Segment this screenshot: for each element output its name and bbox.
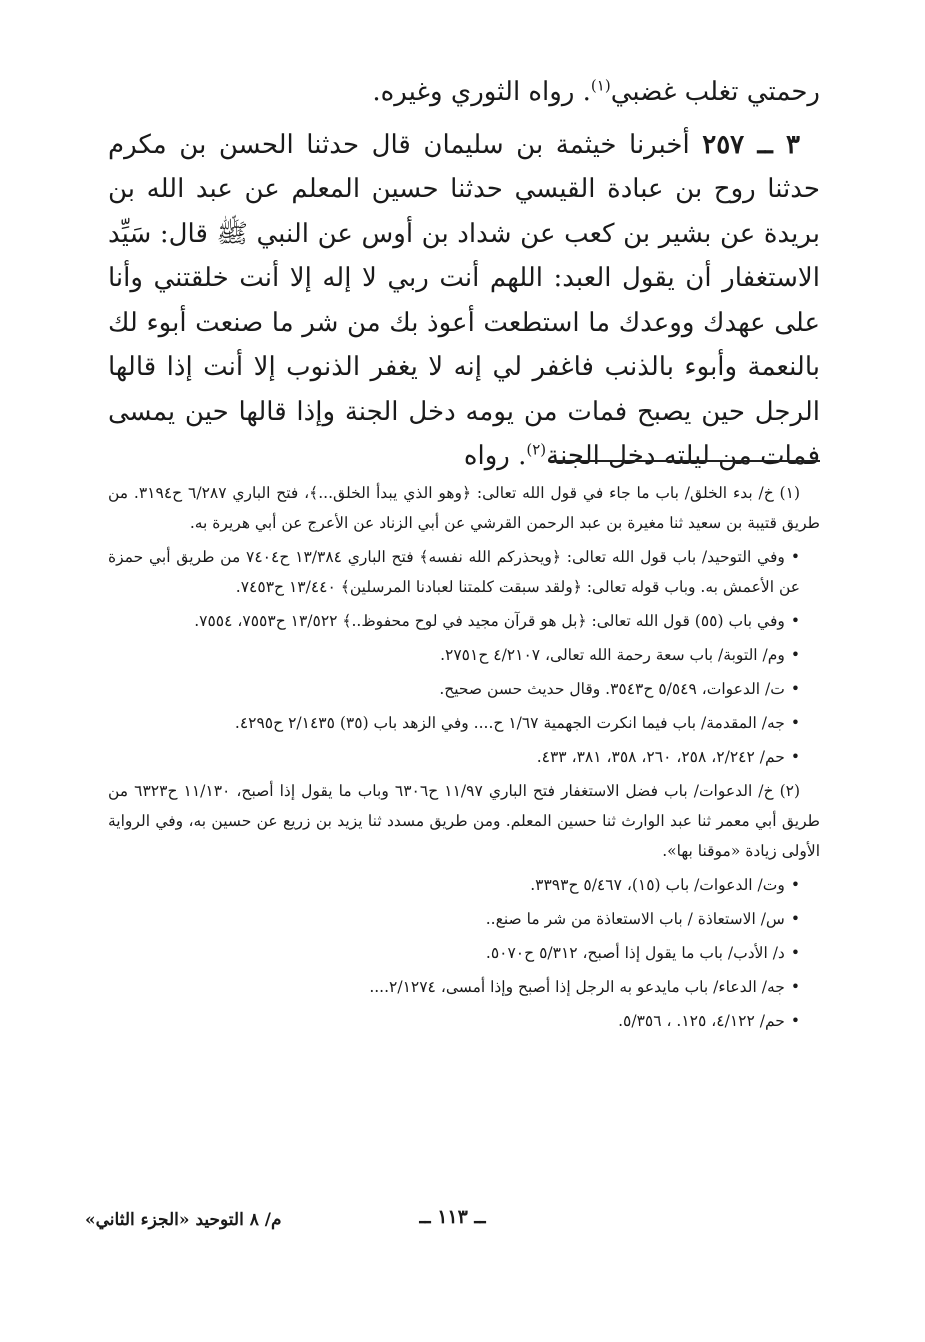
footnote-bullet-item (108, 904, 820, 934)
footnote-text: (١) خ/ بدء الخلق/ باب ما جاء في قول الله تعالى: ﴿وهو الذي يبدأ الخلق...﴾، فتح الباري ٦/٢٨٧ ح٣١٩٤. من طريق قتيبة بن سعيد ثنا مغيرة بن عبد الرحمن القرشي عن أبي الزناد عن الأعرج عن أبي هريرة به. (108, 484, 820, 532)
page-number: ــ ١١٣ ــ (419, 1206, 486, 1228)
page-footer (85, 1206, 820, 1246)
footnote-separator (550, 460, 820, 462)
footnote-bullet-item (108, 972, 820, 1002)
main-text (108, 70, 820, 479)
footnote-text: وم/ التوبة/ باب سعة رحمة الله تعالى، ٤/٢١٠٧ ح٢٧٥١. (440, 646, 785, 664)
signature-mark: م/ ٨ التوحيد «الجزء الثاني» (85, 1210, 282, 1230)
bullet-icon: • (790, 876, 800, 894)
bullet-icon: • (790, 910, 800, 928)
footnote-bullet-item (108, 606, 820, 636)
footnote (108, 478, 820, 538)
footnote-text: جه/ المقدمة/ باب فيما انكرت الجهمية ١/٦٧ ح.... وفي الزهد باب (٣٥) ٢/١٤٣٥ ح٤٢٩٥. (234, 714, 785, 732)
bullet-icon: • (790, 548, 800, 566)
bullet-icon: • (790, 714, 800, 732)
continuation-paragraph (108, 70, 820, 115)
hadith-paragraph (108, 123, 820, 479)
continuation-tail: . رواه الثوري وغيره. (372, 77, 591, 107)
footnote-text: (٢) خ/ الدعوات/ باب فضل الاستغفار فتح الباري ١١/٩٧ ح٦٣٠٦ وباب ما يقول إذا أصبح، ١١/١٣٠ ح٦٣٢٣ من طريق أبي معمر ثنا عبد الوارث ثنا حسين المعلم. ومن طريق مسدد ثنا يزيد بن زريع عن حسين به، وفي الرواية الأولى زيادة «موقنا بها». (108, 782, 820, 860)
footnote-text: س/ الاستعاذة / باب الاستعاذة من شر ما صنع.. (485, 910, 785, 928)
bullet-icon: • (790, 944, 800, 962)
footnote-bullet-item (108, 742, 820, 772)
footnote-text: ت/ الدعوات، ٥/٥٤٩ ح٣٥٤٣. وقال حديث حسن صحيح. (439, 680, 785, 698)
footnote (108, 776, 820, 866)
footnote-text: وفي باب (٥٥) قول الله تعالى: ﴿بل هو قرآن مجيد في لوح محفوظ..﴾ ١٣/٥٢٢ ح٧٥٥٣، ٧٥٥٤. (194, 612, 785, 630)
continuation-text: رحمتي تغلب غضبي (610, 77, 820, 107)
bullet-icon: • (790, 978, 800, 996)
footnotes (108, 478, 820, 1040)
footnote-bullet-item (108, 674, 820, 704)
footnote-bullet-item (108, 708, 820, 738)
footnote-bullet-item (108, 640, 820, 670)
footnote-bullet-item (108, 1006, 820, 1036)
hadith-tail: . رواه (463, 441, 527, 471)
bullet-icon: • (790, 680, 800, 698)
footnote-bullet-item (108, 870, 820, 900)
footnote-ref-1[interactable]: (١) (590, 76, 611, 95)
bullet-icon: • (790, 646, 800, 664)
footnote-ref-2[interactable]: (٢) (526, 440, 547, 459)
bullet-icon: • (790, 1012, 800, 1030)
footnote-text: جه/ الدعاء/ باب مايدعو به الرجل إذا أصبح وإذا أمسى، ٢/١٢٧٤.... (369, 978, 785, 996)
hadith-text: أخبرنا خيثمة بن سليمان قال حدثنا الحسن بن مكرم حدثنا روح بن عبادة القيسي حدثنا حسين المعلم عن عبد الله بن بريدة عن بشير بن كعب عن شداد بن أوس عن النبي ﷺ قال: سَيِّد الاستغفار أن يقول العبد: اللهم أنت ربي لا إله إلا أنت خلقتني وأنا على عهدك ووعدك ما استطعت أعوذ بك من شر ما صنعت أبوء لك بالنعمة وأبوء بالذنب فاغفر لي إنه لا يغفر الذنوب إلا أنت إذا قالها الرجل حين يصبح فمات من يومه دخل الجنة وإذا قالها حين يمسى فمات من ليلته دخل الجنة (108, 129, 820, 471)
footnote-text: حم/ ٤/١٢٢، ١٢٥. ، ٥/٣٥٦. (618, 1012, 785, 1030)
hadith-number: ٣ ــ ٢٥٧ (702, 129, 801, 160)
footnote-text: وت/ الدعوات/ باب (١٥)، ٥/٤٦٧ ح٣٣٩٣. (530, 876, 785, 894)
bullet-icon: • (790, 612, 800, 630)
footnote-text: وفي التوحيد/ باب قول الله تعالى: ﴿ويحذركم الله نفسه﴾ فتح الباري ١٣/٣٨٤ ح٧٤٠٤ من طريق أبي حمزة عن الأعمش به. وباب قوله تعالى: ﴿ولقد سبقت كلمتنا لعبادنا المرسلين﴾ ١٣/٤٤٠ ح٧٤٥٣. (108, 548, 800, 596)
bullet-icon: • (790, 748, 800, 766)
footnote-text: حم/ ٢/٢٤٢، ٢٥٨، ٢٦٠، ٣٥٨، ٣٨١، ٤٣٣. (536, 748, 785, 766)
footnote-text: د/ الأدب/ باب ما يقول إذا أصبح، ٥/٣١٢ ح٥٠٧٠. (485, 944, 785, 962)
footnote-bullet-item (108, 542, 820, 602)
footnote-bullet-item (108, 938, 820, 968)
